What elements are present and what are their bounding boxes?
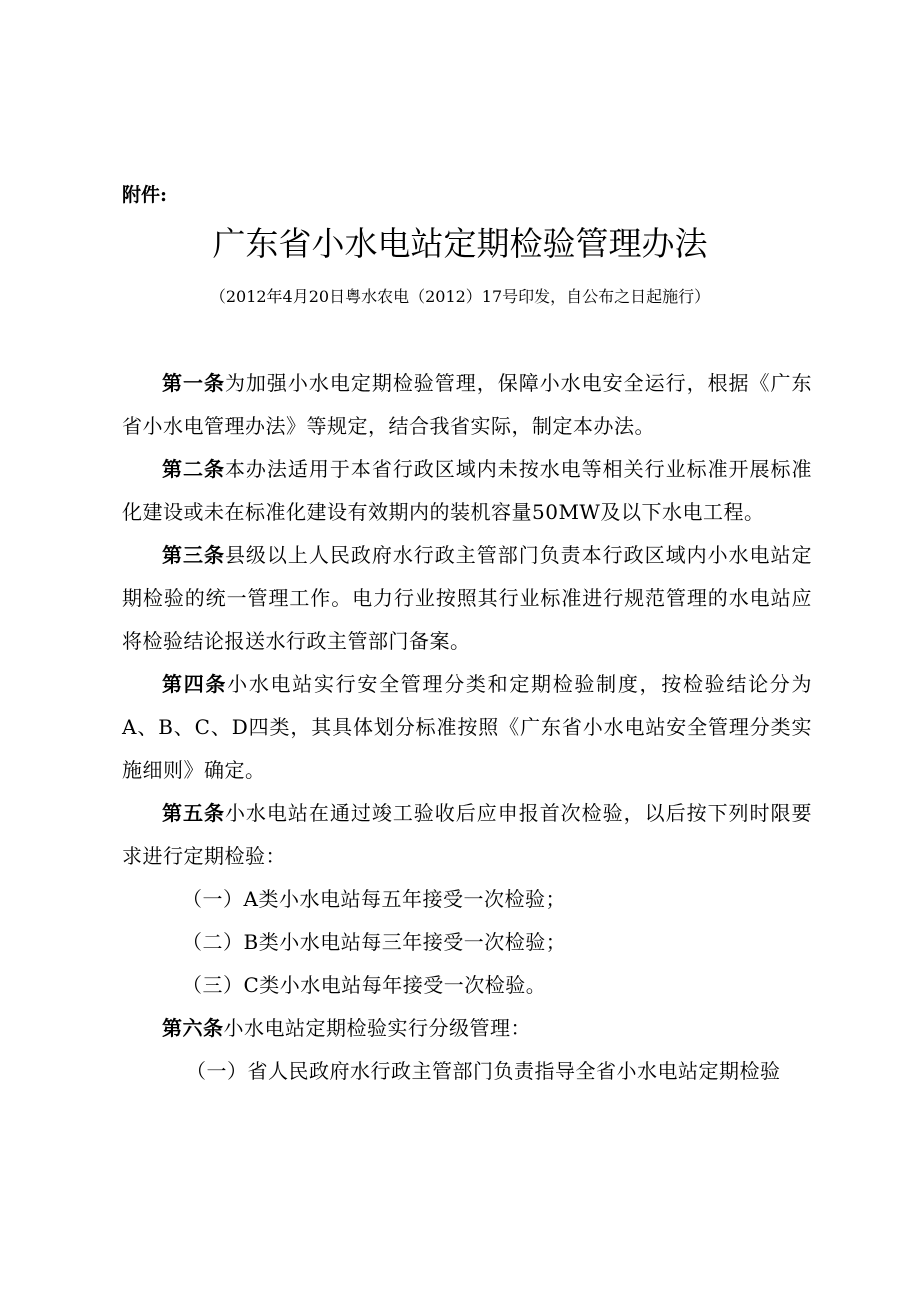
document-subtitle: （2012年4月20日粤水农电（2012）17号印发，自公布之日起施行） [209, 287, 711, 306]
article-text: 小水电站在通过竣工验收后应申报首次检验，以后按下列时限要求进行定期检验： [122, 801, 813, 868]
article-6-item-1: （一）省人民政府水行政主管部门负责指导全省小水电站定期检验 [186, 1059, 781, 1083]
article-number: 第一条 [162, 371, 225, 395]
attachment-label: 附件: [122, 184, 168, 206]
article-6 [122, 1007, 812, 1050]
article-number: 第四条 [162, 672, 228, 696]
article-number: 第三条 [162, 543, 225, 567]
document-title: 广东省小水电站定期检验管理办法 [212, 224, 708, 263]
article-number: 第二条 [162, 457, 225, 481]
article-text: 小水电站实行安全管理分类和定期检验制度，按检验结论分为A、B、C、D四类，其具体划分标准按照《广东省小水电站安全管理分类实施细则》确定。 [122, 672, 813, 782]
article-5-item-3: （三）C类小水电站每年接受一次检验。 [182, 973, 547, 997]
document-body [122, 362, 812, 1093]
article-2 [122, 448, 812, 534]
article-5 [122, 792, 812, 878]
article-4 [122, 663, 812, 792]
article-text: 本办法适用于本省行政区域内未按水电等相关行业标准开展标准化建设或未在标准化建设有效期内的装机容量50MW及以下水电工程。 [122, 457, 813, 524]
article-text: 为加强小水电定期检验管理，保障小水电安全运行，根据《广东省小水电管理办法》等规定，结合我省实际，制定本办法。 [122, 371, 813, 438]
article-text: 县级以上人民政府水行政主管部门负责本行政区域内小水电站定期检验的统一管理工作。电力行业按照其行业标准进行规范管理的水电站应将检验结论报送水行政主管部门备案。 [122, 543, 813, 653]
article-text: 小水电站定期检验实行分级管理： [223, 1016, 531, 1040]
article-number: 第六条 [162, 1016, 224, 1040]
article-5-item-1: （一）A类小水电站每五年接受一次检验； [182, 887, 566, 911]
article-1 [122, 362, 812, 448]
article-3 [122, 534, 812, 663]
article-5-item-2: （二）B类小水电站每三年接受一次检验； [182, 930, 567, 954]
article-number: 第五条 [162, 801, 225, 825]
